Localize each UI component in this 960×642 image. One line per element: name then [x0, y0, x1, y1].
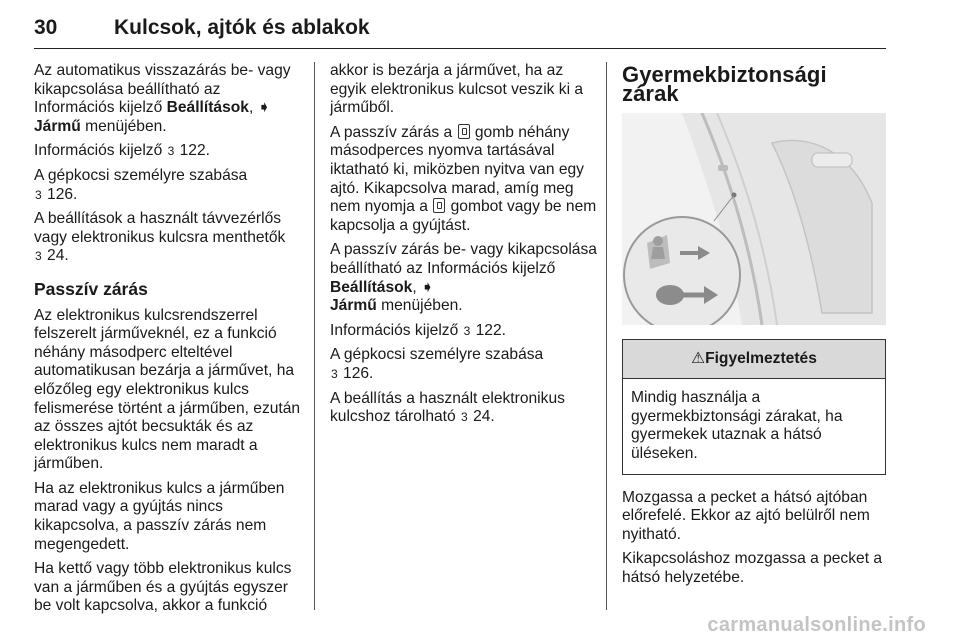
lock-button-icon	[433, 198, 445, 213]
menu-settings: Beállítások	[330, 278, 413, 296]
paragraph: Kikapcsoláshoz mozgassa a pecket a hátsó helyzetébe.	[622, 550, 883, 586]
paragraph: A passzív zárás be- vagy kikapcsolása beállítható az Információs kijelző Beállítások, ➧ Jármű menüjében.	[330, 241, 597, 315]
page-number: 30	[34, 16, 58, 39]
paragraph: Ha kettő vagy több elektronikus kulcs van a járműben és a gyújtás egyszer be volt kapcsolva, akkor a funkció	[34, 560, 292, 615]
column-2	[330, 62, 598, 433]
warning-icon: ⚠	[691, 349, 706, 367]
column-divider	[314, 62, 315, 610]
menu-settings: Beállítások	[166, 99, 249, 117]
menu-vehicle: Jármű	[34, 117, 81, 135]
warning-title: Figyelmeztetés	[705, 349, 817, 367]
menu-arrow-icon: ➧	[257, 99, 271, 117]
paragraph: Mozgassa a pecket a hátsó ajtóban előrefelé. Ekkor az ajtó belülről nem nyitható.	[622, 488, 870, 543]
paragraph: A gépkocsi személyre szabása 3 126.	[330, 346, 544, 382]
page-ref-icon: 3	[35, 249, 42, 264]
paragraph: Az elektronikus kulcsrendszerrel felszerelt járműveknél, ez a funkció néhány másodperc elteltével automatikusan bezárja a járművet, ha előzőleg egy elektronikus kulcs felismerése történt a járműben, ezután az összes ajtót becsukták és az elektronikus kulcs nem maradt a járműben.	[34, 306, 301, 473]
section-heading: Passzív zárás	[34, 278, 148, 299]
door-illustration-svg	[622, 113, 886, 325]
paragraph: A beállítás a használt elektronikus kulcshoz tárolható 3 24.	[330, 389, 565, 426]
paragraph: Az automatikus visszazárás be- vagy kikapcsolása beállítható az Információs kijelző Beállítások, ➧ Jármű menüjében.	[34, 62, 291, 135]
paragraph: A gépkocsi személyre szabása 3 126.	[34, 166, 248, 203]
child-lock-illustration	[622, 113, 886, 325]
menu-arrow-icon: ➧	[421, 278, 435, 296]
paragraph: Információs kijelző 3 122.	[330, 321, 506, 339]
page-title: Kulcsok, ajtók és ablakok	[114, 16, 370, 39]
column-3	[622, 62, 888, 594]
section-heading: Gyermekbiztonsági zárak	[622, 62, 827, 106]
page-ref-icon: 3	[35, 187, 42, 202]
page-ref: 24.	[473, 408, 495, 426]
page-ref-icon: 3	[463, 323, 471, 338]
warning-text: Mindig használja a gyermekbiztonsági zárakat, ha gyermekek utaznak a hátsó üléseken.	[631, 389, 843, 462]
paragraph: A passzív zárás a gomb néhány másodperces nyomva tartásával iktatható ki, miközben nyitva van egy ajtó. Kikapcsolva marad, amíg meg nem nyomja a gombot vagy be nem kapcsolja a gyújtást.	[330, 123, 597, 234]
warning-box	[622, 339, 886, 474]
menu-vehicle: Jármű	[330, 297, 377, 315]
page-ref-icon: 3	[167, 144, 175, 159]
page-header	[34, 10, 886, 49]
page-ref: 122.	[179, 142, 210, 160]
paragraph: Információs kijelző 3 122.	[34, 142, 210, 160]
page-ref-icon: 3	[461, 410, 468, 425]
column-1	[34, 62, 304, 622]
page-ref-icon: 3	[331, 366, 338, 381]
paragraph: A beállítások a használt távvezérlős vagy elektronikus kulcsra menthetők 3 24.	[34, 210, 286, 265]
page-ref: 122.	[475, 321, 506, 339]
paragraph: akkor is bezárja a járművet, ha az egyik elektronikus kulcsot veszik ki a járműből.	[330, 62, 584, 117]
paragraph: Ha az elektronikus kulcs a járműben marad vagy a gyújtás nincs kikapcsolva, a passzív zárás nem megengedett.	[34, 479, 285, 553]
column-divider	[606, 62, 607, 610]
watermark: carmanualsonline.info	[707, 614, 926, 636]
page-ref: 126.	[343, 364, 374, 382]
unlock-button-icon	[458, 124, 470, 139]
page-ref: 126.	[47, 185, 78, 203]
page-ref: 24.	[47, 247, 69, 265]
warning-header	[623, 340, 885, 379]
